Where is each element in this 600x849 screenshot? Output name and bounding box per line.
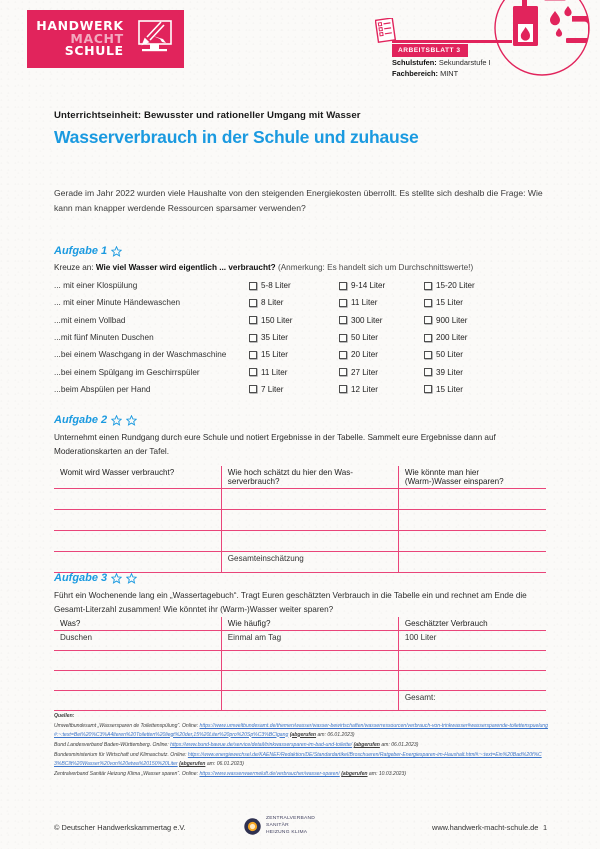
zvshk-mark-icon xyxy=(244,818,261,835)
task-1-checkbox-option[interactable] xyxy=(339,350,424,359)
table-cell[interactable] xyxy=(54,510,221,531)
table-row xyxy=(54,552,546,573)
source-link[interactable]: https://www.wasserwaermeluft.de/verbraucher/wasser-sparen/ xyxy=(199,771,340,777)
table-row xyxy=(54,651,546,671)
source-entry xyxy=(54,722,549,740)
task-1-checkbox-option[interactable] xyxy=(249,368,339,377)
task-1-prompt-post: (Anmerkung: Es handelt sich um Durchschnittswerte!) xyxy=(275,263,474,272)
logo-line-schule: SCHULE xyxy=(64,43,124,59)
checkbox-icon[interactable] xyxy=(339,299,347,307)
task-1-option-label: 12 Liter xyxy=(351,384,378,394)
task-1-heading-label: Aufgabe 1 xyxy=(54,245,108,257)
column-header: Wie häufig? xyxy=(221,617,398,631)
task-1-checkbox-option[interactable] xyxy=(424,298,514,307)
table-cell[interactable] xyxy=(221,691,398,711)
task-1-option-label: 9-14 Liter xyxy=(351,281,386,291)
task-1-option-label: 11 Liter xyxy=(261,367,288,377)
table-cell[interactable] xyxy=(398,489,546,510)
star-icon xyxy=(126,415,137,426)
checkbox-icon[interactable] xyxy=(339,385,347,393)
checkbox-icon[interactable] xyxy=(339,282,347,290)
logo-line-macht: MACHT xyxy=(70,30,124,46)
task-1-row-label: ... mit einer Klospülung xyxy=(54,281,138,291)
table-row xyxy=(54,489,546,510)
task-1-prompt-pre: Kreuze an: xyxy=(54,263,96,272)
zvshk-line-2: SANITÄR xyxy=(266,822,289,828)
source-text: Umweltbundesamt „Wassersparen de Toilettenspülung“. Online: xyxy=(54,722,200,729)
table-cell[interactable] xyxy=(398,552,546,573)
task-1-row xyxy=(54,312,546,329)
task-1-checkbox-option[interactable] xyxy=(249,333,339,342)
zvshk-wordmark xyxy=(266,816,315,836)
table-cell[interactable]: Gesamteinschätzung xyxy=(221,552,398,573)
task-1-checkbox-option[interactable] xyxy=(424,316,514,325)
task-1-checkbox-option[interactable] xyxy=(249,316,339,325)
task-1-option-label: 5-8 Liter xyxy=(261,281,291,291)
task-1-option-label: 15 Liter xyxy=(261,350,288,360)
task-1-option-label: 200 Liter xyxy=(436,333,468,343)
checkbox-icon[interactable] xyxy=(249,299,257,307)
zvshk-line-1: ZENTRALVERBAND xyxy=(266,816,316,821)
task-1-checkbox-option[interactable] xyxy=(249,281,339,290)
source-text: Zentralverband Sanitär Heizung Klima „Wasser sparen“. Online: xyxy=(54,771,200,777)
checkbox-icon[interactable] xyxy=(249,351,257,359)
monitor-tools-icon xyxy=(131,19,175,59)
task-1-row xyxy=(54,277,546,294)
task-1-option-label: 39 Liter xyxy=(436,367,463,377)
task-1-checkbox-option[interactable] xyxy=(424,333,514,342)
footer-divider xyxy=(54,806,546,807)
zvshk-line-3: HEIZUNG KLIMA xyxy=(266,829,308,835)
table-row xyxy=(54,531,546,552)
water-heating-illustration xyxy=(480,0,600,90)
table-header-row xyxy=(54,466,546,489)
task-2-prompt: Unternehmt einen Rundgang durch eure Schule und notiert Ergebnisse in der Tabelle. Sammelt eure Ergebnisse dann auf Moderationskarten an der Tafel. xyxy=(54,433,496,456)
checkbox-icon[interactable] xyxy=(424,299,432,307)
table-cell[interactable] xyxy=(221,489,398,510)
source-accessed-label: (abgerufen xyxy=(289,731,317,738)
task-1-row xyxy=(54,363,546,380)
task-3-heading-label: Aufgabe 3 xyxy=(54,572,108,584)
source-link[interactable]: https://www.umweltbundesamt.de/themen/wasser/wasser-bewirtschaften/wasserressourcen/verbrauch-von-trinkwasser#wassersparende-toilettenspuelung#:~:text=Bei%20%C3%A4lteren%20Toiletten%20liegt%20der,15%20Liter%20pro%20Sp%C3%BClgang xyxy=(54,722,548,738)
table-row xyxy=(54,691,546,711)
table-cell[interactable]: Einmal am Tag xyxy=(221,631,398,651)
task-1-option-label: 15 Liter xyxy=(436,384,463,394)
source-accessed-date: am: 06.01.2023) xyxy=(316,731,355,738)
star-icon xyxy=(111,246,122,257)
checkbox-icon[interactable] xyxy=(249,385,257,393)
fachbereich-value: MINT xyxy=(440,69,459,79)
task-1-row-label: ...beim Abspülen per Hand xyxy=(54,384,151,394)
task-1-row xyxy=(54,381,546,398)
task-1-option-label: 15 Liter xyxy=(436,298,463,308)
source-entry xyxy=(54,741,549,750)
source-accessed-label: (abgerufen xyxy=(179,760,206,767)
task-1-option-label: 20 Liter xyxy=(351,350,378,360)
fachbereich-label: Fachbereich: xyxy=(392,69,439,79)
page-title: Wasserverbrauch in der Schule und zuhause xyxy=(54,127,419,147)
table-cell[interactable] xyxy=(54,651,221,671)
table-cell[interactable] xyxy=(54,691,221,711)
task-3-table xyxy=(54,617,546,711)
intro-paragraph: Gerade im Jahr 2022 wurden viele Haushalte von den steigenden Energiekosten überrollt. Es stellte sich deshalb die Frage: Wie kann man knapper werdende Ressourcen sparsamer verwenden? xyxy=(54,188,543,213)
task-1-row xyxy=(54,329,546,346)
footer-website[interactable]: www.handwerk-macht-schule.de xyxy=(432,823,539,832)
task-1-row-label: ...mit fünf Minuten Duschen xyxy=(54,333,154,343)
task-1-checkbox-option[interactable] xyxy=(249,385,339,394)
table-cell[interactable] xyxy=(398,531,546,552)
task-1-checkbox-option[interactable] xyxy=(339,316,424,325)
task-1-option-label: 27 Liter xyxy=(351,367,378,377)
task-1-heading xyxy=(54,245,122,257)
source-link[interactable]: https://www.bund-bawue.de/service/detail/trinkwassersparen-im-bad-und-toilette/ xyxy=(170,741,353,748)
source-entry xyxy=(54,770,549,779)
task-2-heading-label: Aufgabe 2 xyxy=(54,414,108,426)
schulstufen-label: Schulstufen: xyxy=(392,58,437,67)
source-text: Bundesministerium für Wirtschaft und Klimaschutz. Online: xyxy=(54,752,188,758)
footer-copyright: © Deutscher Handwerkskammertag e.V. xyxy=(54,823,186,832)
task-1-checkbox-option[interactable] xyxy=(424,385,514,394)
task-1-checkbox-option[interactable] xyxy=(424,281,514,290)
source-accessed-date: am: 06.01.2023) xyxy=(379,741,419,748)
task-1-checkbox-option[interactable] xyxy=(339,333,424,342)
table-cell[interactable]: Duschen xyxy=(54,631,221,651)
task-3-heading xyxy=(54,572,137,584)
column-header: Wie könnte man hier (Warm-)Wasser einsparen? xyxy=(398,466,546,489)
task-1-option-list xyxy=(54,277,546,398)
table-cell[interactable] xyxy=(221,671,398,691)
source-text: Bund Landesverband Baden-Württemberg. Online: xyxy=(54,741,171,748)
schulstufen-value: Sekundarstufe I xyxy=(438,58,491,67)
task-1-row-label: ...mit einem Vollbad xyxy=(54,315,126,325)
sources-title: Quellen: xyxy=(54,713,75,719)
checkbox-icon[interactable] xyxy=(424,385,432,393)
task-1-prompt xyxy=(54,261,549,275)
star-icon xyxy=(111,415,122,426)
task-1-option-label: 300 Liter xyxy=(351,315,383,325)
table-cell[interactable] xyxy=(221,651,398,671)
table-cell[interactable]: 100 Liter xyxy=(398,631,546,651)
column-header: Womit wird Wasser verbraucht? xyxy=(54,466,221,489)
table-row xyxy=(54,631,546,651)
table-cell[interactable] xyxy=(54,671,221,691)
footer-page-number: 1 xyxy=(543,823,548,832)
task-2-heading xyxy=(54,414,137,426)
checkbox-icon[interactable] xyxy=(339,368,347,376)
logo-wordmark xyxy=(36,20,123,58)
table-row xyxy=(54,510,546,531)
task-1-option-label: 900 Liter xyxy=(436,315,468,325)
sources-block xyxy=(54,712,549,780)
source-link[interactable]: https://www.energiewechsel.de/KAENEF/Redaktion/DE/Standardartikel/Broschueren/Ratgeber-Energiesparen-im-Haushalt.html#:~:text=Ein%20Bad%20f%C3%BCllt%20Wasser%20von%20etwa%20150%20Liter xyxy=(54,752,542,767)
task-1-option-label: 50 Liter xyxy=(436,350,463,360)
task-1-option-label: 7 Liter xyxy=(261,384,284,394)
checkbox-icon[interactable] xyxy=(424,334,432,342)
task-3-prompt: Führt ein Wochenende lang ein „Wassertagebuch“. Tragt Euren geschätzten Verbrauch in die Tabelle ein und rechnet am Ende die Gesamt-Literzahl zusammen! Wie könntet ihr (Warm-)Wasser weiter sparen? xyxy=(54,591,527,614)
checkbox-icon[interactable] xyxy=(249,316,257,324)
task-2-table xyxy=(54,466,546,573)
checkbox-icon[interactable] xyxy=(249,368,257,376)
checkbox-icon[interactable] xyxy=(424,316,432,324)
table-cell[interactable] xyxy=(398,651,546,671)
column-header: Geschätzter Verbrauch xyxy=(398,617,546,631)
table-cell[interactable] xyxy=(54,531,221,552)
task-1-row xyxy=(54,294,546,311)
task-1-checkbox-option[interactable] xyxy=(339,298,424,307)
checkbox-icon[interactable] xyxy=(339,351,347,359)
zvshk-logo xyxy=(244,816,315,836)
task-1-row-label: ...bei einem Waschgang in der Waschmaschine xyxy=(54,350,227,360)
source-accessed-date: am: 10.03.2023) xyxy=(367,771,407,777)
table-cell[interactable] xyxy=(54,552,221,573)
table-cell[interactable] xyxy=(221,531,398,552)
source-entry xyxy=(54,751,549,769)
task-1-option-label: 11 Liter xyxy=(351,298,378,308)
task-1-option-label: 150 Liter xyxy=(261,315,293,325)
star-icon xyxy=(126,573,137,584)
table-cell[interactable]: Gesamt: xyxy=(398,691,546,711)
task-1-option-label: 15-20 Liter xyxy=(436,281,475,291)
column-header: Wie hoch schätzt du hier den Was-serverbrauch? xyxy=(221,466,398,489)
source-accessed-label: (abgerufen xyxy=(353,741,380,748)
task-1-checkbox-option[interactable] xyxy=(424,368,514,377)
table-cell[interactable] xyxy=(221,510,398,531)
table-header-row xyxy=(54,617,546,631)
task-1-checkbox-option[interactable] xyxy=(249,298,339,307)
task-1-checkbox-option[interactable] xyxy=(339,368,424,377)
logo-line-handwerk: HANDWERK xyxy=(36,18,124,34)
checkbox-icon[interactable] xyxy=(424,368,432,376)
checkbox-icon[interactable] xyxy=(249,282,257,290)
source-accessed-date: am: 06.01.2023) xyxy=(205,760,244,767)
worksheet-badge: ARBEITSBLATT 3 xyxy=(392,44,468,57)
column-header: Was? xyxy=(54,617,221,631)
source-accessed-label: (abgerufen xyxy=(341,771,368,777)
table-cell[interactable] xyxy=(398,671,546,691)
table-cell[interactable] xyxy=(54,489,221,510)
task-1-checkbox-option[interactable] xyxy=(249,350,339,359)
worksheet-meta xyxy=(392,57,491,80)
task-1-row xyxy=(54,346,546,363)
table-cell[interactable] xyxy=(398,510,546,531)
table-row xyxy=(54,671,546,691)
handwerk-macht-schule-logo xyxy=(27,10,184,68)
task-1-row-label: ...bei einem Spülgang im Geschirrspüler xyxy=(54,367,200,377)
task-1-option-label: 35 Liter xyxy=(261,333,288,343)
checkbox-icon[interactable] xyxy=(249,334,257,342)
task-1-prompt-bold: Wie viel Wasser wird eigentlich ... verbraucht? xyxy=(95,263,276,272)
star-icon xyxy=(111,573,122,584)
lesson-kicker: Unterrichtseinheit: Bewusster und rationeller Umgang mit Wasser xyxy=(54,110,361,121)
task-1-checkbox-option[interactable] xyxy=(339,385,424,394)
task-1-option-label: 8 Liter xyxy=(261,298,284,308)
checkbox-icon[interactable] xyxy=(424,351,432,359)
task-1-option-label: 50 Liter xyxy=(351,333,378,343)
checkbox-icon[interactable] xyxy=(339,334,347,342)
checkbox-icon[interactable] xyxy=(339,316,347,324)
task-1-row-label: ... mit einer Minute Händewaschen xyxy=(54,298,181,308)
checkbox-icon[interactable] xyxy=(424,282,432,290)
fachbereich-row xyxy=(392,68,491,79)
task-1-checkbox-option[interactable] xyxy=(424,350,514,359)
schulstufen-row xyxy=(392,57,491,68)
task-1-checkbox-option[interactable] xyxy=(339,281,424,290)
